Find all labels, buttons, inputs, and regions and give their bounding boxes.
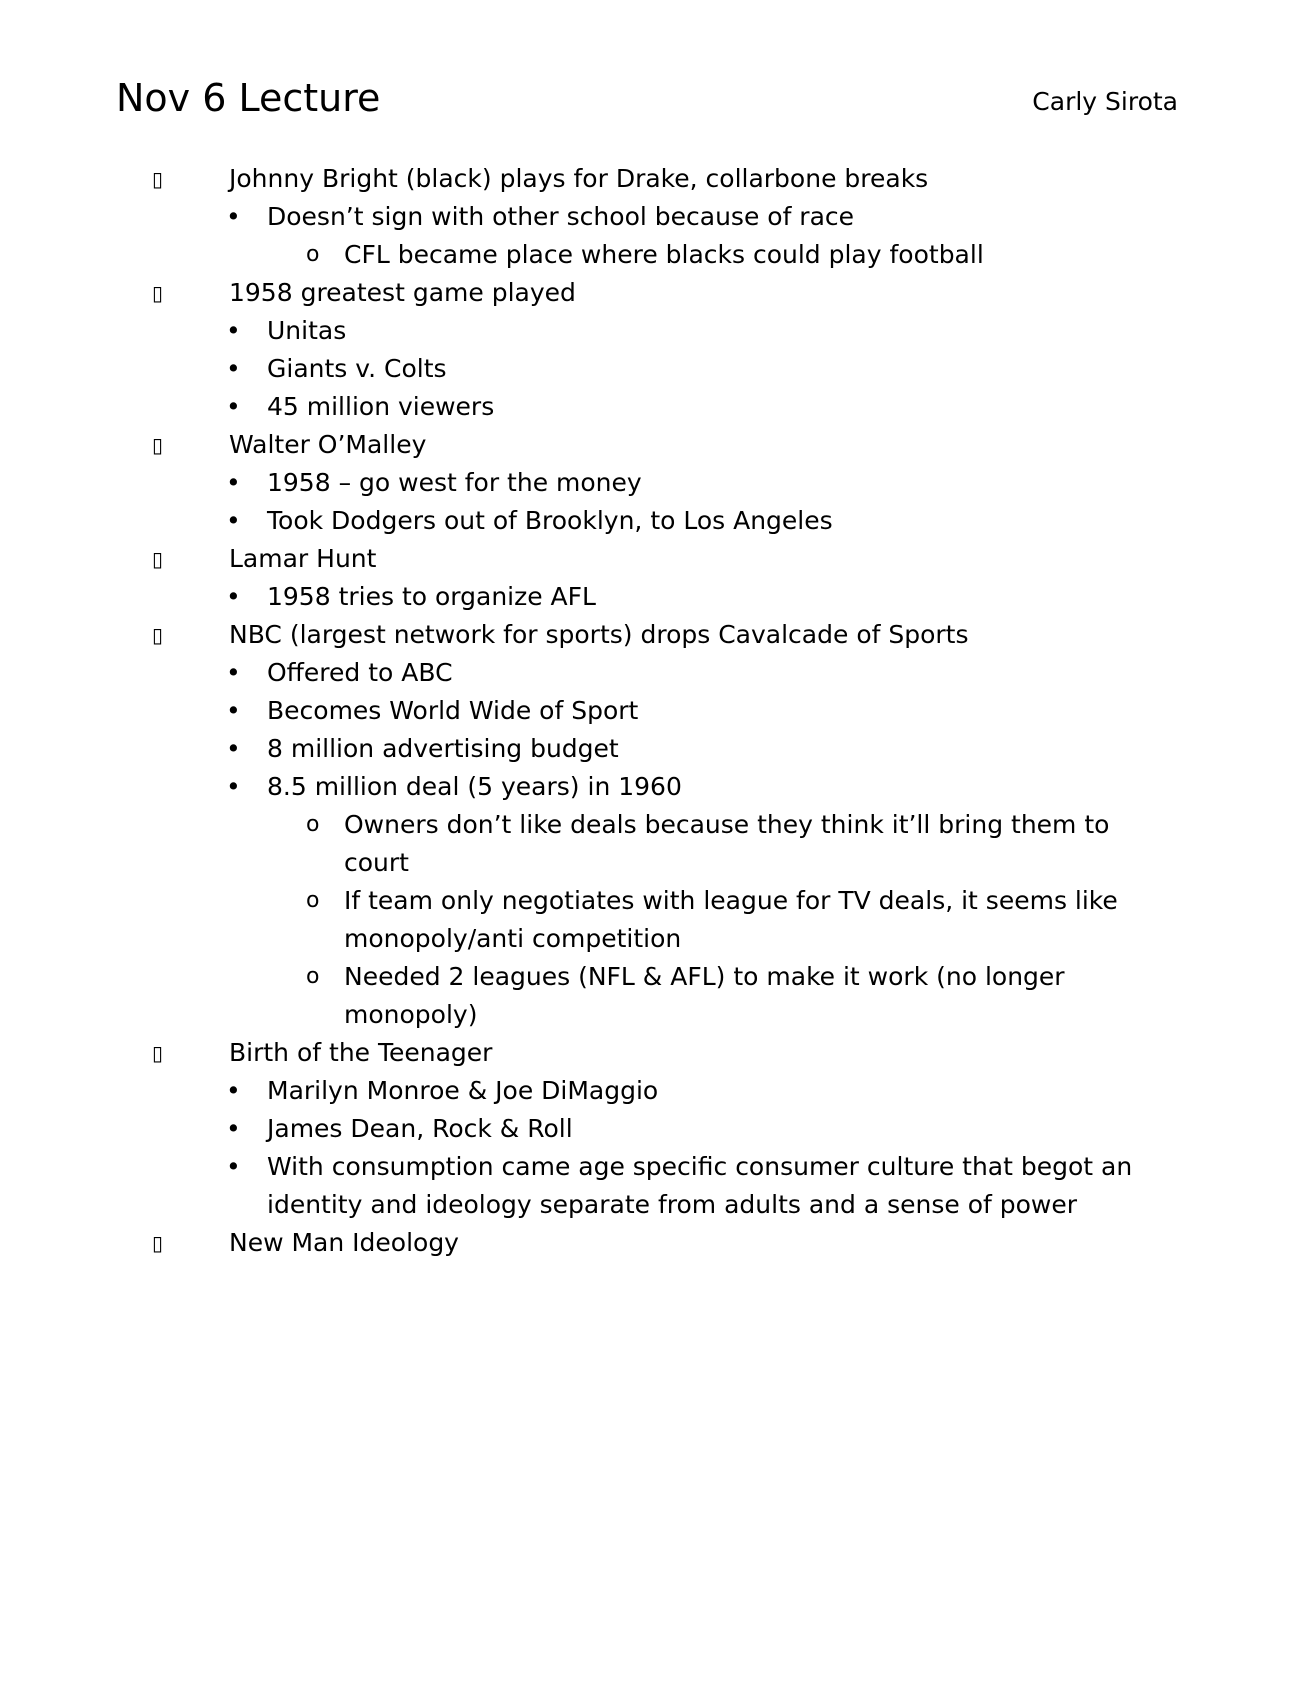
outline-subitem-text: With consumption came age specific consumer culture that begot an identity and ideology separate from adults and a sense of power — [267, 1152, 1133, 1219]
outline-subitem — [0, 350, 1306, 388]
box-bullet-icon: ▯ — [152, 623, 164, 647]
outline-subitem — [0, 692, 1306, 730]
outline-subitem — [0, 312, 1306, 350]
circle-bullet-icon: o — [306, 242, 320, 267]
outline-subsubitem — [0, 806, 1144, 882]
outline-subitem — [0, 768, 1306, 806]
outline-item-text: 1958 greatest game played — [229, 278, 576, 307]
outline-item-text: NBC (largest network for sports) drops Cavalcade of Sports — [229, 620, 969, 649]
box-bullet-icon: ▯ — [152, 281, 164, 305]
outline-subitem-text: Marilyn Monroe & Joe DiMaggio — [267, 1076, 659, 1105]
box-bullet-icon: ▯ — [152, 433, 164, 457]
outline-item-text: New Man Ideology — [229, 1228, 459, 1257]
bullet-icon: • — [226, 696, 241, 725]
outline-subsubitem-text: If team only negotiates with league for TV deals, it seems like monopoly/anti competition — [344, 886, 1118, 953]
outline-subitem-text: Offered to ABC — [267, 658, 453, 687]
author-name: Carly Sirota — [1032, 87, 1178, 116]
bullet-icon: • — [226, 734, 241, 763]
bullet-icon: • — [226, 468, 241, 497]
outline-subsubitem-text: Needed 2 leagues (NFL & AFL) to make it work (no longer monopoly) — [344, 962, 1065, 1029]
outline-subitem-text: 1958 – go west for the money — [267, 468, 642, 497]
outline-subsubitem — [0, 882, 1144, 958]
outline-subitem-text: 8.5 million deal (5 years) in 1960 — [267, 772, 682, 801]
outline-subitem — [0, 464, 1306, 502]
bullet-icon: • — [226, 1114, 241, 1143]
outline-subsubitem-text: CFL became place where blacks could play football — [344, 240, 984, 269]
outline-subitem — [0, 388, 1306, 426]
box-bullet-icon: ▯ — [152, 167, 164, 191]
outline-subitem-text: Took Dodgers out of Brooklyn, to Los Angeles — [267, 506, 833, 535]
outline-subitem — [0, 1072, 1306, 1110]
lecture-outline — [0, 160, 1306, 1262]
circle-bullet-icon: o — [306, 888, 320, 913]
page-title: Nov 6 Lecture — [116, 76, 381, 120]
bullet-icon: • — [226, 1152, 241, 1181]
outline-item-text: Lamar Hunt — [229, 544, 377, 573]
outline-item — [0, 160, 1306, 198]
outline-subitem — [0, 198, 1306, 236]
bullet-icon: • — [226, 354, 241, 383]
outline-subitem — [0, 502, 1306, 540]
outline-subitem-text: Giants v. Colts — [267, 354, 447, 383]
outline-subitem — [0, 1110, 1306, 1148]
bullet-icon: • — [226, 1076, 241, 1105]
box-bullet-icon: ▯ — [152, 547, 164, 571]
outline-item-text: Johnny Bright (black) plays for Drake, collarbone breaks — [229, 164, 929, 193]
box-bullet-icon: ▯ — [152, 1041, 164, 1065]
bullet-icon: • — [226, 392, 241, 421]
outline-subitem — [0, 578, 1306, 616]
box-bullet-icon: ▯ — [152, 1231, 164, 1255]
outline-subitem-text: 8 million advertising budget — [267, 734, 619, 763]
outline-subitem — [0, 1148, 1145, 1224]
outline-subitem-text: James Dean, Rock & Roll — [267, 1114, 573, 1143]
outline-subsubitem — [0, 958, 1144, 1034]
bullet-icon: • — [226, 316, 241, 345]
outline-item — [0, 1224, 1306, 1262]
outline-subsubitem-text: Owners don’t like deals because they think it’ll bring them to court — [344, 810, 1110, 877]
circle-bullet-icon: o — [306, 964, 320, 989]
outline-subitem — [0, 730, 1306, 768]
outline-item — [0, 616, 1306, 654]
bullet-icon: • — [226, 772, 241, 801]
outline-subitem-text: 45 million viewers — [267, 392, 495, 421]
outline-subsubitem — [0, 236, 1306, 274]
outline-subitem — [0, 654, 1306, 692]
outline-subitem-text: Becomes World Wide of Sport — [267, 696, 639, 725]
outline-item-text: Walter O’Malley — [229, 430, 427, 459]
circle-bullet-icon: o — [306, 812, 320, 837]
outline-item — [0, 540, 1306, 578]
outline-subitem-text: Doesn’t sign with other school because of race — [267, 202, 855, 231]
bullet-icon: • — [226, 202, 241, 231]
outline-item-text: Birth of the Teenager — [229, 1038, 493, 1067]
bullet-icon: • — [226, 658, 241, 687]
outline-item — [0, 426, 1306, 464]
outline-item — [0, 274, 1306, 312]
bullet-icon: • — [226, 506, 241, 535]
outline-item — [0, 1034, 1306, 1072]
outline-subitem-text: Unitas — [267, 316, 347, 345]
bullet-icon: • — [226, 582, 241, 611]
outline-subitem-text: 1958 tries to organize AFL — [267, 582, 596, 611]
